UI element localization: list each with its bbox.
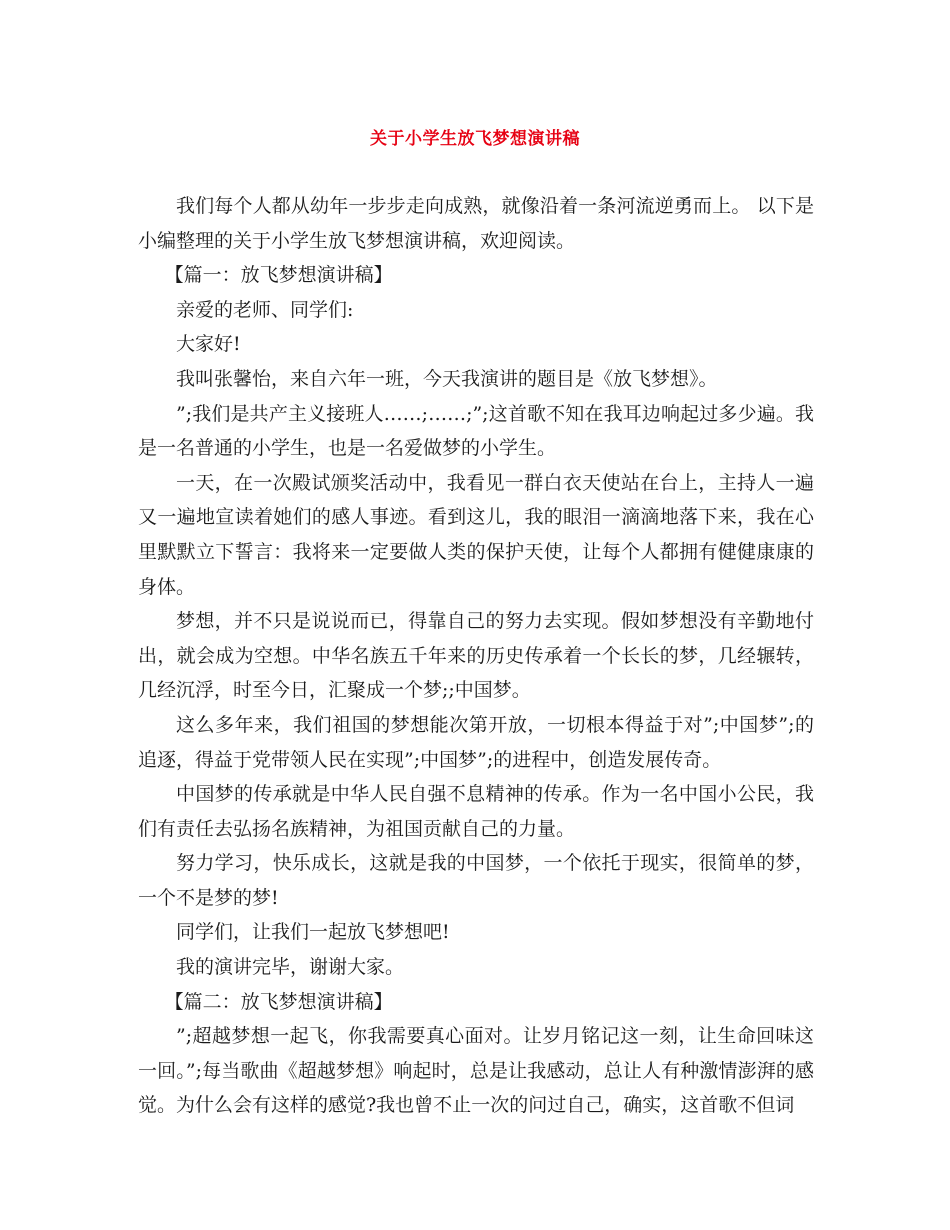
document-title: 关于小学生放飞梦想演讲稿 xyxy=(370,129,580,149)
paragraph-angels: 一天，在一次殿试颁奖活动中，我看见一群白衣天使站在台上，主持人一遍又一遍地宣读着她们的感人事迹。看到这儿，我的眼泪一滴滴地落下来，我在心里默默立下誓言：我将来一定要做人类的保护天使，让每个人都拥有健健康康的身体。 xyxy=(138,471,814,598)
paragraph-closing: 我的演讲完毕，谢谢大家。 xyxy=(176,956,405,979)
paragraph-dream-effort: 梦想，并不只是说说而已，得靠自己的努力去实现。假如梦想没有辛勤地付出，就会成为空想。中华名族五千年来的历史传承着一个长长的梦，几经辗转，几经沉浮，时至今日，汇聚成一个梦;;中国梦。 xyxy=(138,610,814,702)
document-body xyxy=(138,189,814,1123)
paragraph-intro: 我们每个人都从幼年一步步走向成熟，就像沿着一条河流逆勇而上。 以下是小编整理的关于小学生放飞梦想演讲稿，欢迎阅读。 xyxy=(138,195,814,252)
section-heading-1: 【篇一：放飞梦想演讲稿】 xyxy=(164,264,393,287)
paragraph-beyond-dream: ”;超越梦想一起飞，你我需要真心面对。让岁月铭记这一刻，让生命回味这一回。”;每当歌曲《超越梦想》响起时，总是让我感动，总让人有种激情澎湃的感觉。为什么会有这样的感觉?我也曾不止一次的问过自己，确实，这首歌不但词 xyxy=(138,1025,814,1117)
paragraph-china-dream: 这么多年来，我们祖国的梦想能次第开放，一切根本得益于对”;中国梦”;的追逐，得益于党带领人民在实现”;中国梦”;的进程中，创造发展传奇。 xyxy=(138,713,814,771)
paragraph-song: ”;我们是共产主义接班人……;……;”;这首歌不知在我耳边响起过多少遍。我是一名普通的小学生，也是一名爱做梦的小学生。 xyxy=(138,402,814,460)
section-heading-2: 【篇二：放飞梦想演讲稿】 xyxy=(164,990,393,1013)
paragraph-heritage: 中国梦的传承就是中华人民自强不息精神的传承。作为一名中国小公民，我们有责任去弘扬名族精神，为祖国贡献自己的力量。 xyxy=(138,783,814,840)
paragraph-greeting: 大家好! xyxy=(176,333,241,356)
paragraph-study: 努力学习，快乐成长，这就是我的中国梦，一个依托于现实，很简单的梦，一个不是梦的梦! xyxy=(138,852,814,909)
paragraph-self-intro: 我叫张馨怡，来自六年一班，今天我演讲的题目是《放飞梦想》。 xyxy=(176,367,718,390)
paragraph-call: 同学们，让我们一起放飞梦想吧! xyxy=(176,921,450,944)
paragraph-salutation: 亲爱的老师、同学们: xyxy=(176,298,354,321)
